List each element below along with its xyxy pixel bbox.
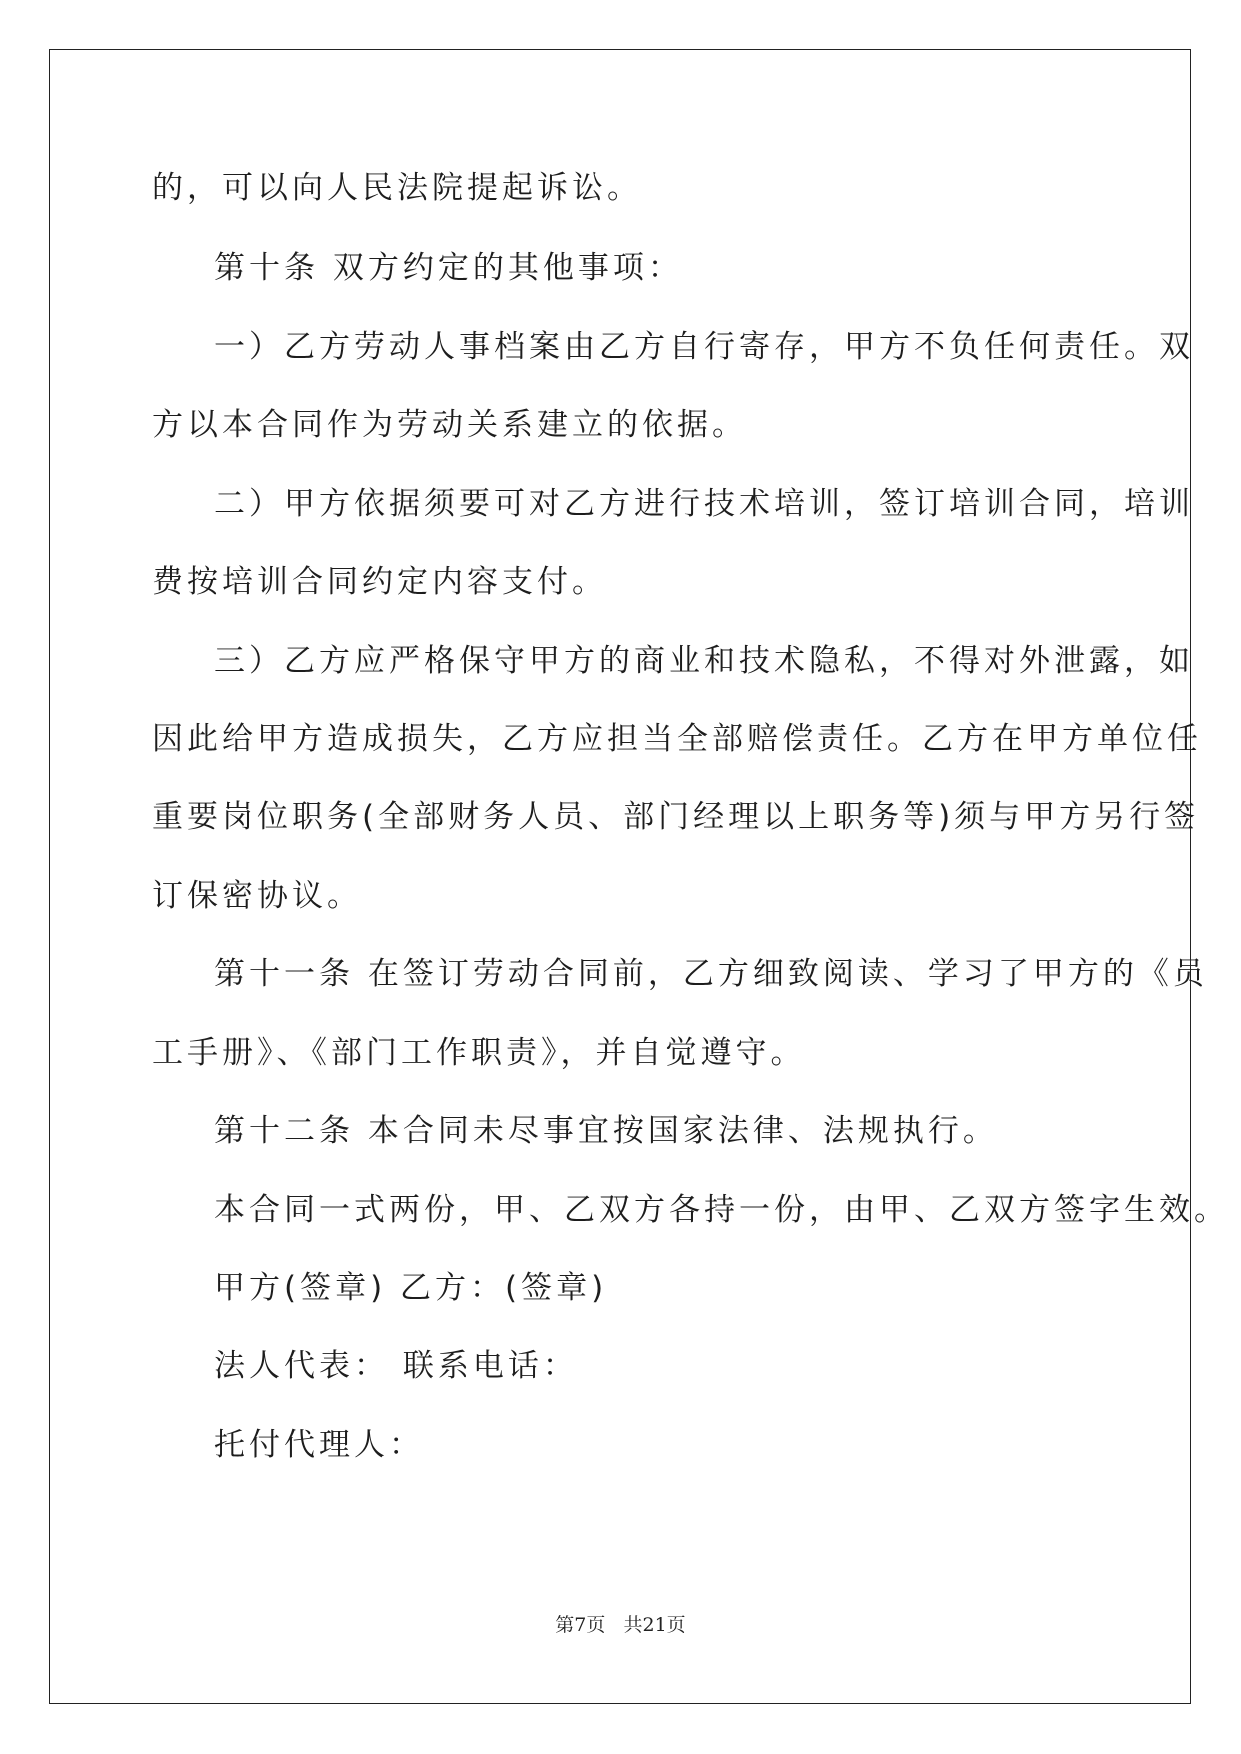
text-line-12: 工手册》、《部门工作职责》，并自觉遵守。 xyxy=(152,1035,806,1071)
article-10-heading: 第十条 双方约定的其他事项： xyxy=(214,250,683,286)
signature-line: 甲方(签章) 乙方：(签章) xyxy=(214,1270,608,1306)
text-line-14: 本合同一式两份，甲、乙双方各持一份，由甲、乙双方签字生效。 xyxy=(214,1192,1229,1228)
text-line-9: 重要岗位职务(全部财务人员、部门经理以上职务等)须与甲方另行签 xyxy=(152,799,1200,835)
text-line-6: 费按培训合同约定内容支付。 xyxy=(152,564,607,600)
text-line-3: 一）乙方劳动人事档案由乙方自行寄存，甲方不负任何责任。双 xyxy=(214,329,1194,365)
article-12-heading: 第十二条 本合同未尽事宜按国家法律、法规执行。 xyxy=(214,1113,998,1149)
page-footer: 第7页 共21页 xyxy=(555,1614,686,1636)
article-11-heading: 第十一条 在签订劳动合同前，乙方细致阅读、学习了甲方的《员 xyxy=(214,956,1208,992)
text-line-5: 二）甲方依据须要可对乙方进行技术培训，签订培训合同，培训 xyxy=(214,486,1194,522)
text-line-4: 方以本合同作为劳动关系建立的依据。 xyxy=(152,407,747,443)
text-line-1: 的，可以向人民法院提起诉讼。 xyxy=(152,170,642,206)
text-line-8: 因此给甲方造成损失，乙方应担当全部赔偿责任。乙方在甲方单位任 xyxy=(152,721,1202,757)
representative-line: 法人代表： 联系电话： xyxy=(214,1348,578,1384)
text-line-10: 订保密协议。 xyxy=(152,878,362,914)
text-line-7: 三）乙方应严格保守甲方的商业和技术隐私，不得对外泄露，如 xyxy=(214,643,1194,679)
agent-line: 托付代理人： xyxy=(214,1427,424,1463)
